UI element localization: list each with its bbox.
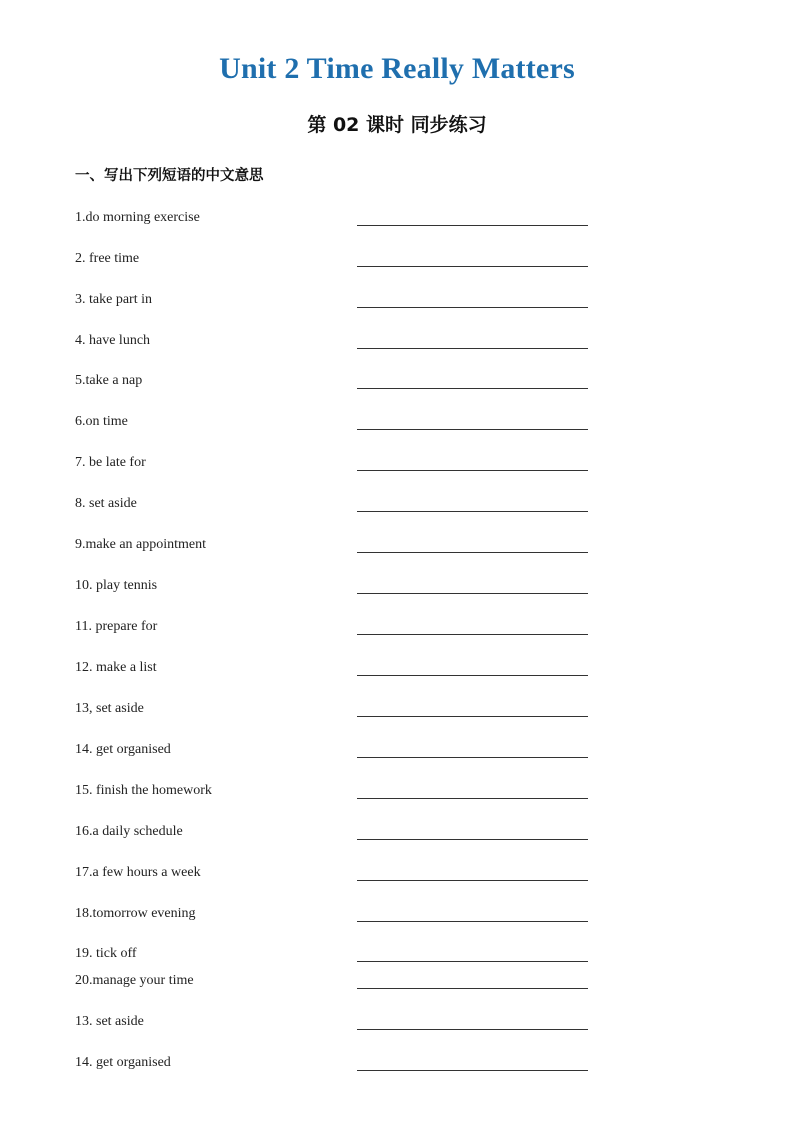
answer-blank[interactable] — [357, 388, 588, 389]
answer-blank[interactable] — [357, 798, 588, 799]
exercise-item — [75, 973, 595, 995]
phrase-text: 1.do morning exercise — [75, 210, 200, 225]
answer-blank[interactable] — [357, 880, 588, 881]
phrase-text: 14. get organised — [75, 742, 171, 757]
exercise-item — [75, 414, 595, 436]
phrase-text: 13. set aside — [75, 1014, 144, 1029]
answer-blank[interactable] — [357, 839, 588, 840]
answer-blank[interactable] — [357, 225, 588, 226]
phrase-text: 2. free time — [75, 251, 140, 266]
phrase-text: 3. take part in — [75, 292, 152, 307]
exercise-item — [75, 537, 595, 559]
phrase-text: 12. make a list — [75, 660, 157, 675]
phrase-text: 4. have lunch — [75, 333, 151, 348]
phrase-text: 7. be late for — [75, 455, 146, 470]
exercise-item — [75, 210, 595, 232]
answer-blank[interactable] — [357, 470, 588, 471]
answer-blank[interactable] — [357, 634, 588, 635]
exercise-item — [75, 455, 595, 477]
answer-blank[interactable] — [357, 307, 588, 308]
phrase-text: 14. get organised — [75, 1055, 171, 1070]
answer-blank[interactable] — [357, 429, 588, 430]
exercise-item — [75, 292, 595, 314]
phrase-text: 6.on time — [75, 414, 128, 429]
exercise-item — [75, 578, 595, 600]
phrase-text: 15. finish the homework — [75, 783, 212, 798]
exercise-item — [75, 701, 595, 723]
answer-blank[interactable] — [357, 1070, 588, 1071]
exercise-item — [75, 824, 595, 846]
exercise-item — [75, 251, 595, 273]
section-heading: 一、写出下列短语的中文意思 — [75, 168, 264, 184]
answer-blank[interactable] — [357, 961, 588, 962]
phrase-text: 16.a daily schedule — [75, 824, 183, 839]
phrase-text: 5.take a nap — [75, 373, 143, 388]
answer-blank[interactable] — [357, 511, 588, 512]
exercise-item — [75, 660, 595, 682]
exercise-item — [75, 333, 595, 355]
exercise-item — [75, 783, 595, 805]
exercise-item — [75, 742, 595, 764]
exercise-item — [75, 906, 595, 928]
exercise-item — [75, 496, 595, 518]
answer-blank[interactable] — [357, 266, 588, 267]
page-title: Unit 2 Time Really Matters — [219, 52, 575, 85]
exercise-item — [75, 619, 595, 641]
page-subtitle: 第 02 课时 同步练习 — [307, 114, 487, 136]
exercise-item — [75, 373, 595, 395]
phrase-text: 10. play tennis — [75, 578, 158, 593]
answer-blank[interactable] — [357, 552, 588, 553]
phrase-text: 11. prepare for — [75, 619, 158, 634]
answer-blank[interactable] — [357, 757, 588, 758]
phrase-text: 17.a few hours a week — [75, 865, 201, 880]
exercise-item — [75, 946, 595, 968]
answer-blank[interactable] — [357, 921, 588, 922]
phrase-text: 20.manage your time — [75, 973, 194, 988]
phrase-text: 8. set aside — [75, 496, 137, 511]
phrase-text: 9.make an appointment — [75, 537, 207, 552]
answer-blank[interactable] — [357, 348, 588, 349]
phrase-text: 19. tick off — [75, 946, 137, 961]
exercise-item — [75, 1055, 595, 1077]
phrase-text: 13, set aside — [75, 701, 144, 716]
answer-blank[interactable] — [357, 1029, 588, 1030]
answer-blank[interactable] — [357, 716, 588, 717]
phrase-text: 18.tomorrow evening — [75, 906, 196, 921]
answer-blank[interactable] — [357, 675, 588, 676]
exercise-item — [75, 865, 595, 887]
answer-blank[interactable] — [357, 593, 588, 594]
exercise-item — [75, 1014, 595, 1036]
answer-blank[interactable] — [357, 988, 588, 989]
